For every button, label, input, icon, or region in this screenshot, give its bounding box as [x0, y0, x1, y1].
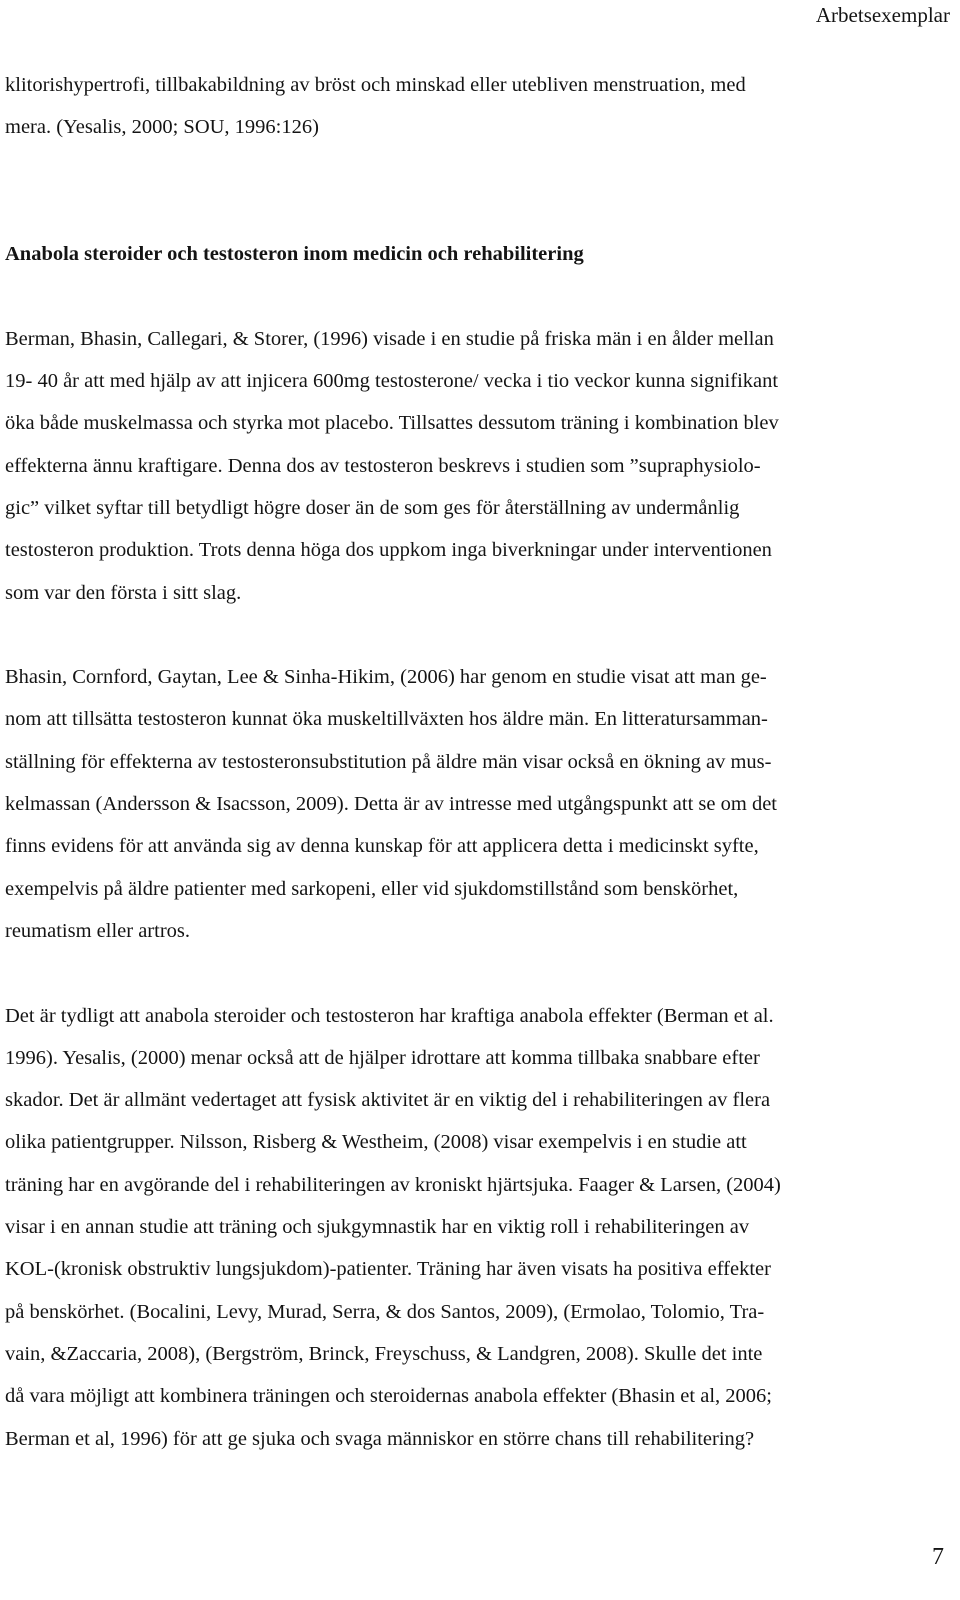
- text-line: skador. Det är allmänt vedertaget att fysisk aktivitet är en viktig del i rehabiliteringen av flera: [5, 1089, 771, 1112]
- text-line: 1996). Yesalis, (2000) menar också att de hjälper idrottare att komma tillbaka snabbare efter: [5, 1046, 760, 1069]
- text-line: Bhasin, Cornford, Gaytan, Lee & Sinha-Hikim, (2006) har genom en studie visat att man ge-: [5, 666, 767, 689]
- text-line: vain, &Zaccaria, 2008), (Bergström, Brinck, Freyschuss, & Landgren, 2008). Skulle det inte: [5, 1342, 763, 1365]
- text-line: ställning för effekterna av testosteronsubstitution på äldre män visar också en ökning av mus-: [5, 750, 772, 773]
- paragraph-rehabilitation: [5, 995, 940, 1460]
- text-line: finns evidens för att använda sig av denna kunskap för att applicera detta i medicinskt syfte,: [5, 835, 759, 858]
- paragraph-gap: [5, 952, 940, 994]
- text-line: KOL-(kronisk obstruktiv lungsjukdom)-patienter. Träning har även visats ha positiva effekter: [5, 1258, 771, 1281]
- text-line: 19- 40 år att med hjälp av att injicera 600mg testosterone/ vecka i tio veckor kunna signifikant: [5, 370, 779, 393]
- text-line: effekterna ännu kraftigare. Denna dos av testosteron beskrevs i studien som ”supraphysiolo-: [5, 454, 761, 477]
- section-heading-text: Anabola steroider och testosteron inom medicin och rehabilitering: [5, 243, 584, 266]
- text-line: mera. (Yesalis, 2000; SOU, 1996:126): [5, 116, 319, 139]
- paragraph-berman-study: [5, 318, 940, 614]
- paragraph-gap: [5, 149, 940, 191]
- text-line: på benskörhet. (Bocalini, Levy, Murad, Serra, & dos Santos, 2009), (Ermolao, Tolomio, Tra-: [5, 1300, 765, 1323]
- page-body: [5, 64, 940, 1460]
- paragraph-gap: [5, 614, 940, 656]
- text-line: öka både muskelmassa och styrka mot placebo. Tillsattes dessutom träning i kombination blev: [5, 412, 779, 435]
- text-line: klitorishypertrofi, tillbakabildning av bröst och minskad eller utebliven menstruation, med: [5, 74, 746, 96]
- text-line: träning har en avgörande del i rehabiliteringen av kroniskt hjärtsjuka. Faager & Larsen, (2004): [5, 1173, 781, 1196]
- text-line: Berman, Bhasin, Callegari, & Storer, (1996) visade i en studie på friska män i en ålder mellan: [5, 327, 774, 350]
- text-line: då vara möjligt att kombinera träningen och steroidernas anabola effekter (Bhasin et al, 2006;: [5, 1385, 772, 1408]
- section-heading: [5, 233, 940, 275]
- text-line: kelmassan (Andersson & Isacsson, 2009). Detta är av intresse med utgångspunkt att se om det: [5, 793, 777, 816]
- paragraph-gap: [5, 191, 940, 233]
- text-line: Det är tydligt att anabola steroider och testosteron har kraftiga anabola effekter (Berman et al.: [5, 1004, 774, 1027]
- paragraph-intro: [5, 64, 940, 149]
- text-line: olika patientgrupper. Nilsson, Risberg & Westheim, (2008) visar exempelvis i en studie att: [5, 1131, 747, 1154]
- text-line: visar i en annan studie att träning och sjukgymnastik har en viktig roll i rehabiliteringen av: [5, 1216, 750, 1239]
- text-line: som var den första i sitt slag.: [5, 581, 242, 604]
- watermark-header: Arbetsexemplar: [815, 3, 950, 27]
- text-line: gic” vilket syftar till betydligt högre doser än de som ges för återställning av undermånlig: [5, 496, 740, 519]
- text-line: nom att tillsätta testosteron kunnat öka muskeltillväxten hos äldre män. En litteratursamman-: [5, 708, 768, 731]
- paragraph-gap: [5, 275, 940, 317]
- text-line: reumatism eller artros.: [5, 919, 191, 942]
- text-line: Berman et al, 1996) för att ge sjuka och svaga människor en större chans till rehabilitering?: [5, 1427, 755, 1450]
- text-line: exempelvis på äldre patienter med sarkopeni, eller vid sjukdomstillstånd som benskörhet,: [5, 877, 739, 900]
- paragraph-bhasin-study: [5, 656, 940, 952]
- page-number: 7: [932, 1544, 944, 1570]
- text-line: testosteron produktion. Trots denna höga dos uppkom inga biverkningar under interventionen: [5, 539, 772, 562]
